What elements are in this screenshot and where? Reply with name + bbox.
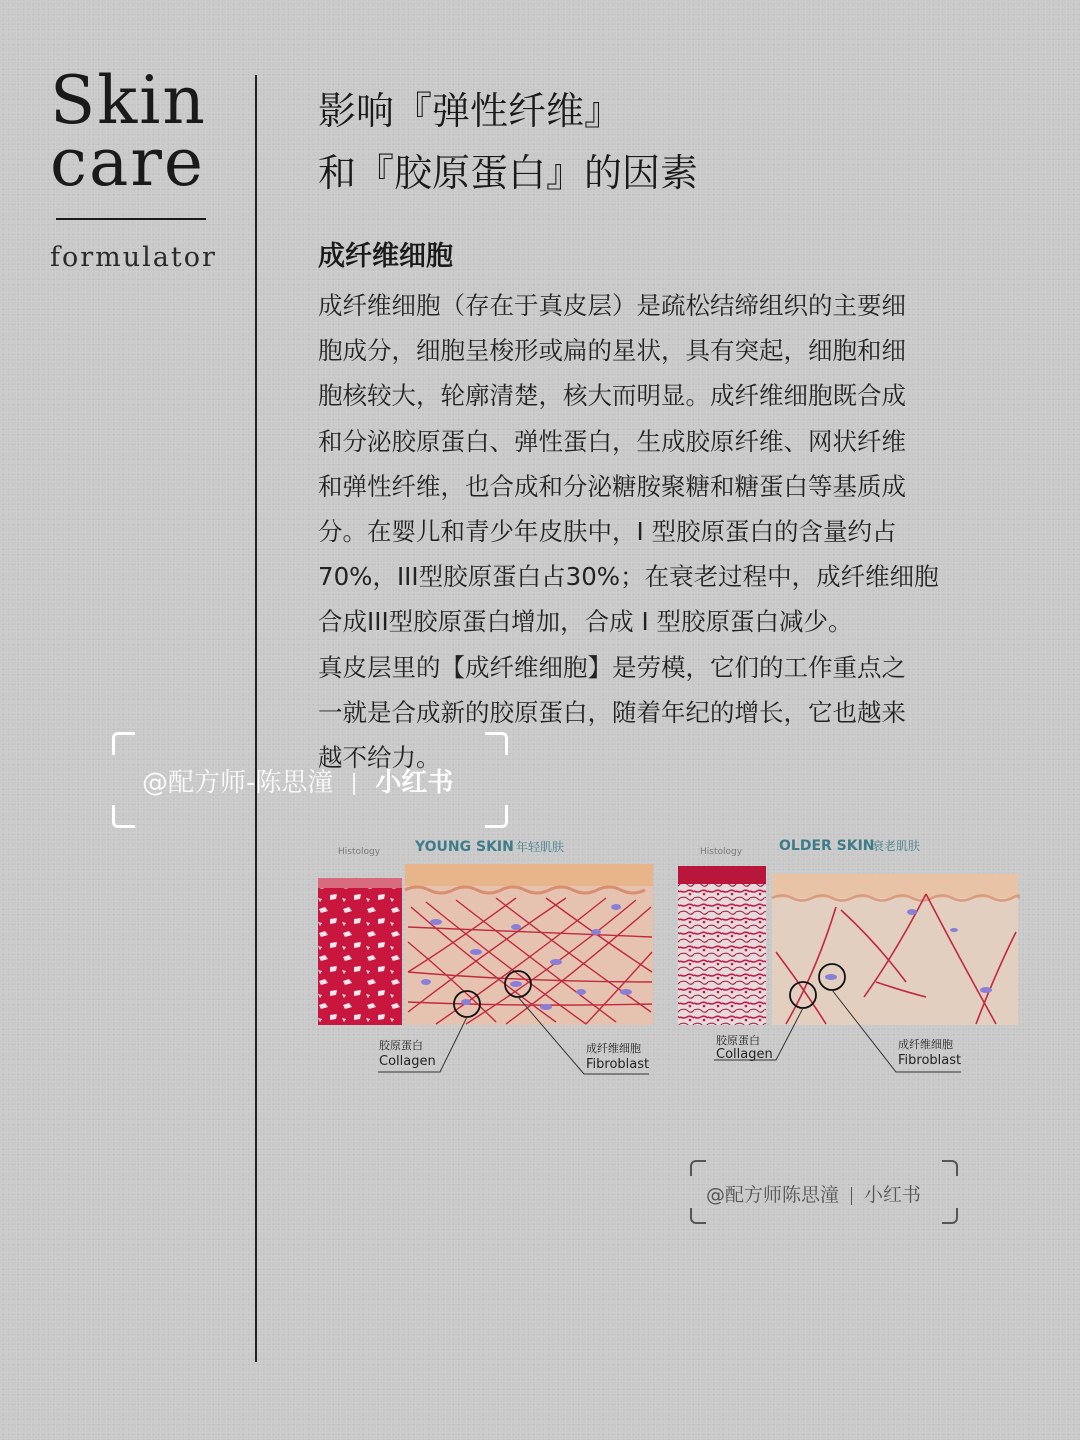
watermark-text bbox=[142, 762, 453, 799]
watermark-corner bbox=[690, 1160, 706, 1176]
histology-epidermis bbox=[318, 878, 402, 888]
watermark-corner bbox=[942, 1208, 958, 1224]
body-line: 胞核较大，轮廓清楚，核大而明显。成纤维细胞既合成 bbox=[318, 381, 906, 411]
vertical-divider bbox=[255, 75, 257, 1362]
brand-divider bbox=[56, 218, 206, 220]
older-skin-panel bbox=[678, 838, 1019, 1072]
fibroblast-label-cn: 成纤维细胞 bbox=[586, 1042, 641, 1055]
body-line: 分。在婴儿和青少年皮肤中，I 型胶原蛋白的含量约占 bbox=[318, 517, 897, 547]
collagen-label-cn: 胶原蛋白 bbox=[716, 1034, 760, 1047]
brand-word-care: care bbox=[50, 124, 205, 201]
collagen-label-en: Collagen bbox=[379, 1054, 436, 1069]
watermark-corner bbox=[485, 732, 508, 755]
title-line-1: 影响『弹性纤维』 bbox=[318, 89, 623, 133]
watermark-separator bbox=[353, 773, 355, 795]
young-skin-panel bbox=[318, 839, 653, 1074]
fibroblast-label-en: Fibroblast bbox=[586, 1057, 650, 1072]
body-line: 一就是合成新的胶原蛋白，随着年纪的增长，它也越来 bbox=[318, 697, 906, 727]
xiaohongshu-logo: 小红书 bbox=[375, 768, 454, 798]
watermark-bottom bbox=[690, 1160, 958, 1224]
title-line-2: 和『胶原蛋白』的因素 bbox=[318, 151, 699, 195]
brand-subtitle: formulator bbox=[50, 242, 217, 273]
body-line: 合成III型胶原蛋白增加，合成 I 型胶原蛋白减少。 bbox=[318, 607, 853, 637]
body-line: 和分泌胶原蛋白、弹性蛋白，生成胶原纤维、网状纤维 bbox=[318, 426, 906, 456]
skin-comparison-figure bbox=[316, 832, 1020, 1082]
body-line: 真皮层里的【成纤维细胞】是劳模，它们的工作重点之 bbox=[318, 652, 906, 682]
page-title bbox=[318, 80, 698, 204]
histology-image bbox=[678, 866, 766, 1025]
epidermis-layer bbox=[405, 864, 653, 886]
histology-label: Histology bbox=[700, 847, 743, 857]
xiaohongshu-logo: 小红书 bbox=[864, 1184, 922, 1206]
older-skin-title-cn: 衰老肌肤 bbox=[872, 839, 921, 853]
fibroblast-label-cn: 成纤维细胞 bbox=[898, 1038, 953, 1051]
collagen-label-en: Collagen bbox=[716, 1047, 773, 1062]
histology-epidermis bbox=[678, 866, 766, 884]
brand-word-skin: Skin bbox=[50, 62, 207, 139]
brand-logo bbox=[50, 62, 220, 201]
fibroblast-label-en: Fibroblast bbox=[898, 1053, 962, 1068]
body-line: 越不给力。 bbox=[318, 743, 441, 773]
watermark-text bbox=[706, 1180, 921, 1207]
watermark-author: @配方师-陈思潼 bbox=[142, 768, 334, 798]
watermark-separator bbox=[851, 1187, 852, 1205]
section-heading: 成纤维细胞 bbox=[318, 241, 453, 272]
body-line: 和弹性纤维，也合成和分泌糖胺聚糖和糖蛋白等基质成 bbox=[318, 471, 906, 501]
body-line: 成纤维细胞（存在于真皮层）是疏松结缔组织的主要细 bbox=[318, 291, 906, 320]
watermark-corner bbox=[942, 1160, 958, 1176]
watermark-author: @配方师陈思潼 bbox=[706, 1184, 840, 1206]
histology-label: Histology bbox=[338, 847, 381, 857]
watermark-corner bbox=[690, 1208, 706, 1224]
collagen-label-cn: 胶原蛋白 bbox=[379, 1039, 423, 1052]
young-skin-title-cn: 年轻肌肤 bbox=[516, 840, 565, 854]
watermark-corner bbox=[112, 805, 135, 828]
watermark-corner bbox=[485, 805, 508, 828]
young-skin-title: YOUNG SKIN bbox=[415, 839, 514, 855]
older-skin-title: OLDER SKIN bbox=[779, 838, 875, 854]
watermark-corner bbox=[112, 732, 135, 755]
watermark-overlay bbox=[112, 732, 508, 828]
body-line: 70%，III型胶原蛋白占30%；在衰老过程中，成纤维细胞 bbox=[318, 562, 939, 592]
body-line: 胞成分，细胞呈梭形或扁的星状，具有突起，细胞和细 bbox=[318, 336, 906, 366]
body-paragraph bbox=[318, 283, 1018, 780]
histology-image bbox=[318, 878, 402, 1025]
